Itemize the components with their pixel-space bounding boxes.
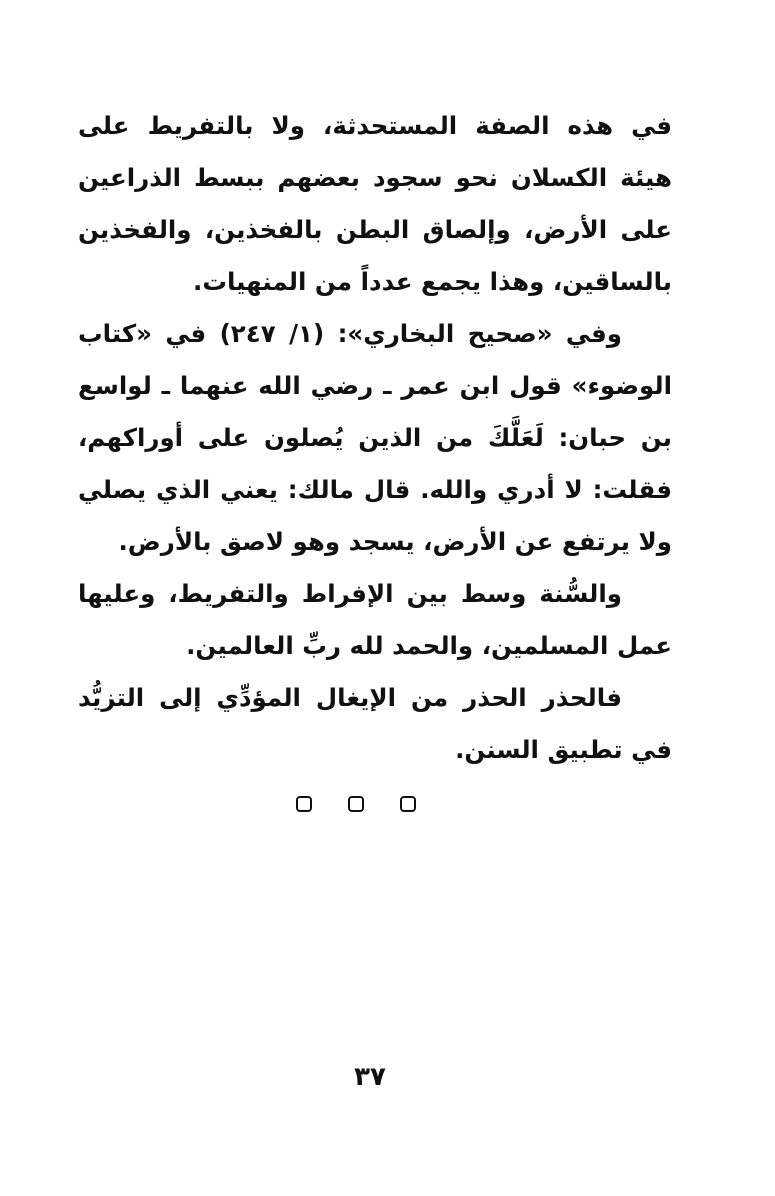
paragraph-1: في هذه الصفة المستحدثة، ولا بالتفريط على هيئة الكسلان نحو سجود بعضهم ببسط الذراعين على الأرض، وإلصاق البطن بالفخذين، والفخذين بالساقين، وهذا يجمع عدداً من المنهيات. xyxy=(78,111,672,296)
square-box-icon xyxy=(348,796,364,812)
body-text xyxy=(78,100,672,776)
paragraph-4: فالحذر الحذر من الإيغال المؤدِّي إلى التزيُّد في تطبيق السنن. xyxy=(78,683,672,764)
page-number: ٣٧ xyxy=(354,1062,386,1092)
square-box-icon xyxy=(296,796,312,812)
paragraph-2: وفي «صحيح البخاري»: (١/ ٢٤٧) في «كتاب الوضوء» قول ابن عمر ـ رضي الله عنهما ـ لواسع بن حبان: لَعَلَّكَ من الذين يُصلون على أوراكهم، فقلت: لا أدري والله. قال مالك: يعني الذي يصلي ولا يرتفع عن الأرض، يسجد وهو لاصق بالأرض. xyxy=(78,319,672,556)
paragraph-3: والسُّنة وسط بين الإفراط والتفريط، وعليها عمل المسلمين، والحمد لله ربِّ العالمين. xyxy=(78,579,672,660)
section-divider xyxy=(296,792,416,816)
square-box-icon xyxy=(400,796,416,812)
